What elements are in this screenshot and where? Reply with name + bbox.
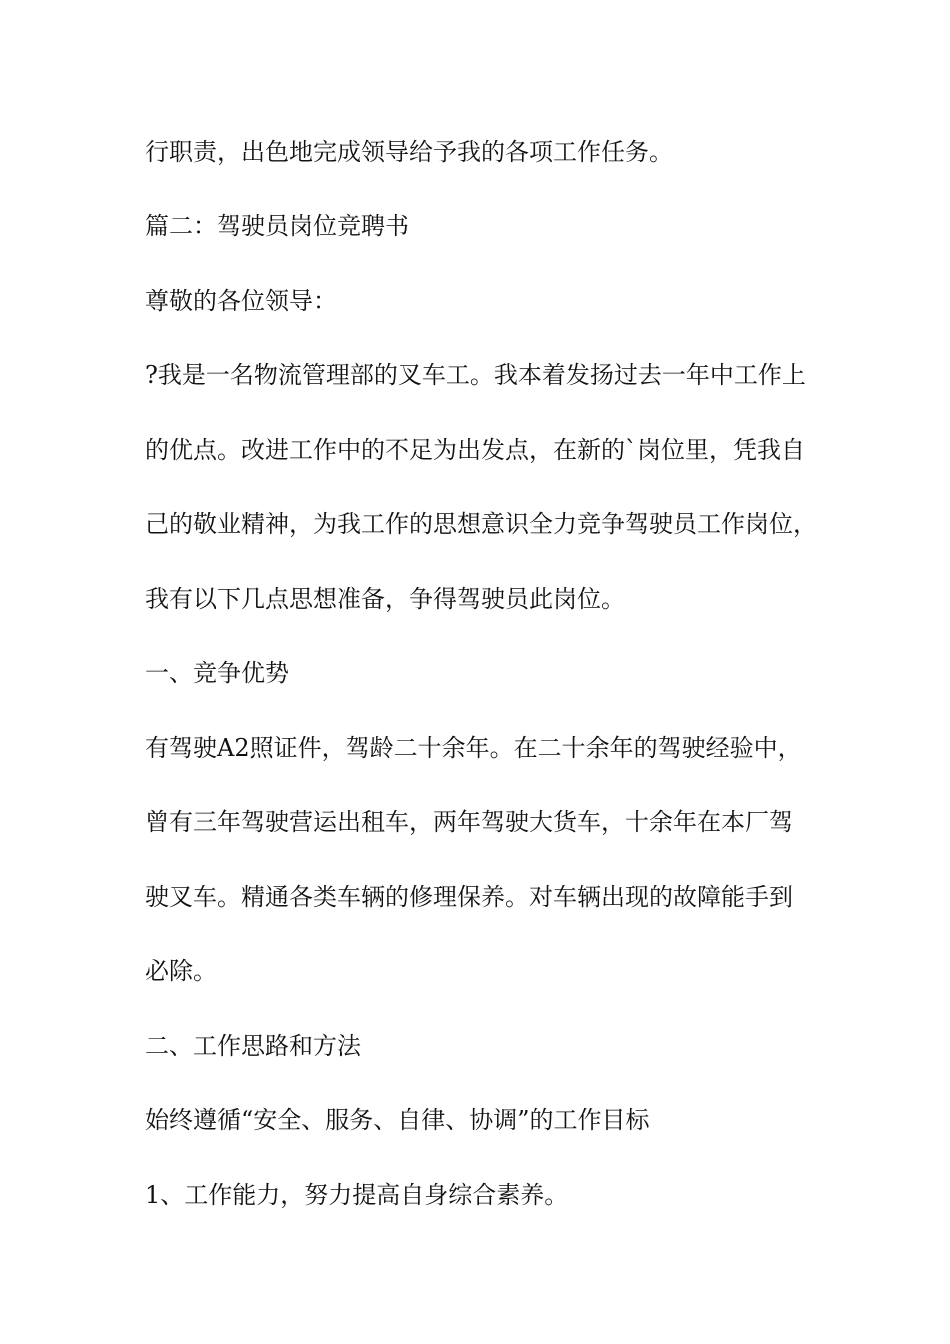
text-line: 曾有三年驾驶营运出租车，两年驾驶大货车，十余年在本厂驾 <box>145 808 793 836</box>
section-heading: 一、竞争优势 <box>145 659 289 687</box>
text-line: 我有以下几点思想准备，争得驾驶员此岗位。 <box>145 585 625 613</box>
text-line: 己的敬业精神，为我工作的思想意识全力竞争驾驶员工作岗位， <box>145 510 817 538</box>
section-heading: 二、工作思路和方法 <box>145 1032 361 1060</box>
text-line: 行职责，出色地完成领导给予我的各项工作任务。 <box>145 138 673 166</box>
list-item: 1、工作能力，努力提高自身综合素养。 <box>145 1181 569 1209</box>
text-line: 始终遵循“安全、服务、自律、协调”的工作目标 <box>145 1106 650 1134</box>
salutation: 尊敬的各位领导： <box>145 287 337 315</box>
section-heading: 篇二：驾驶员岗位竞聘书 <box>145 212 409 240</box>
text-line: 必除。 <box>145 957 217 985</box>
text-line: 有驾驶A2照证件，驾龄二十余年。在二十余年的驾驶经验中， <box>145 734 802 762</box>
text-line: 的优点。改进工作中的不足为出发点，在新的`岗位里，凭我自 <box>145 436 805 464</box>
text-line: ?我是一名物流管理部的叉车工。我本着发扬过去一年中工作上 <box>145 361 806 389</box>
text-line: 驶叉车。精通各类车辆的修理保养。对车辆出现的故障能手到 <box>145 883 793 911</box>
